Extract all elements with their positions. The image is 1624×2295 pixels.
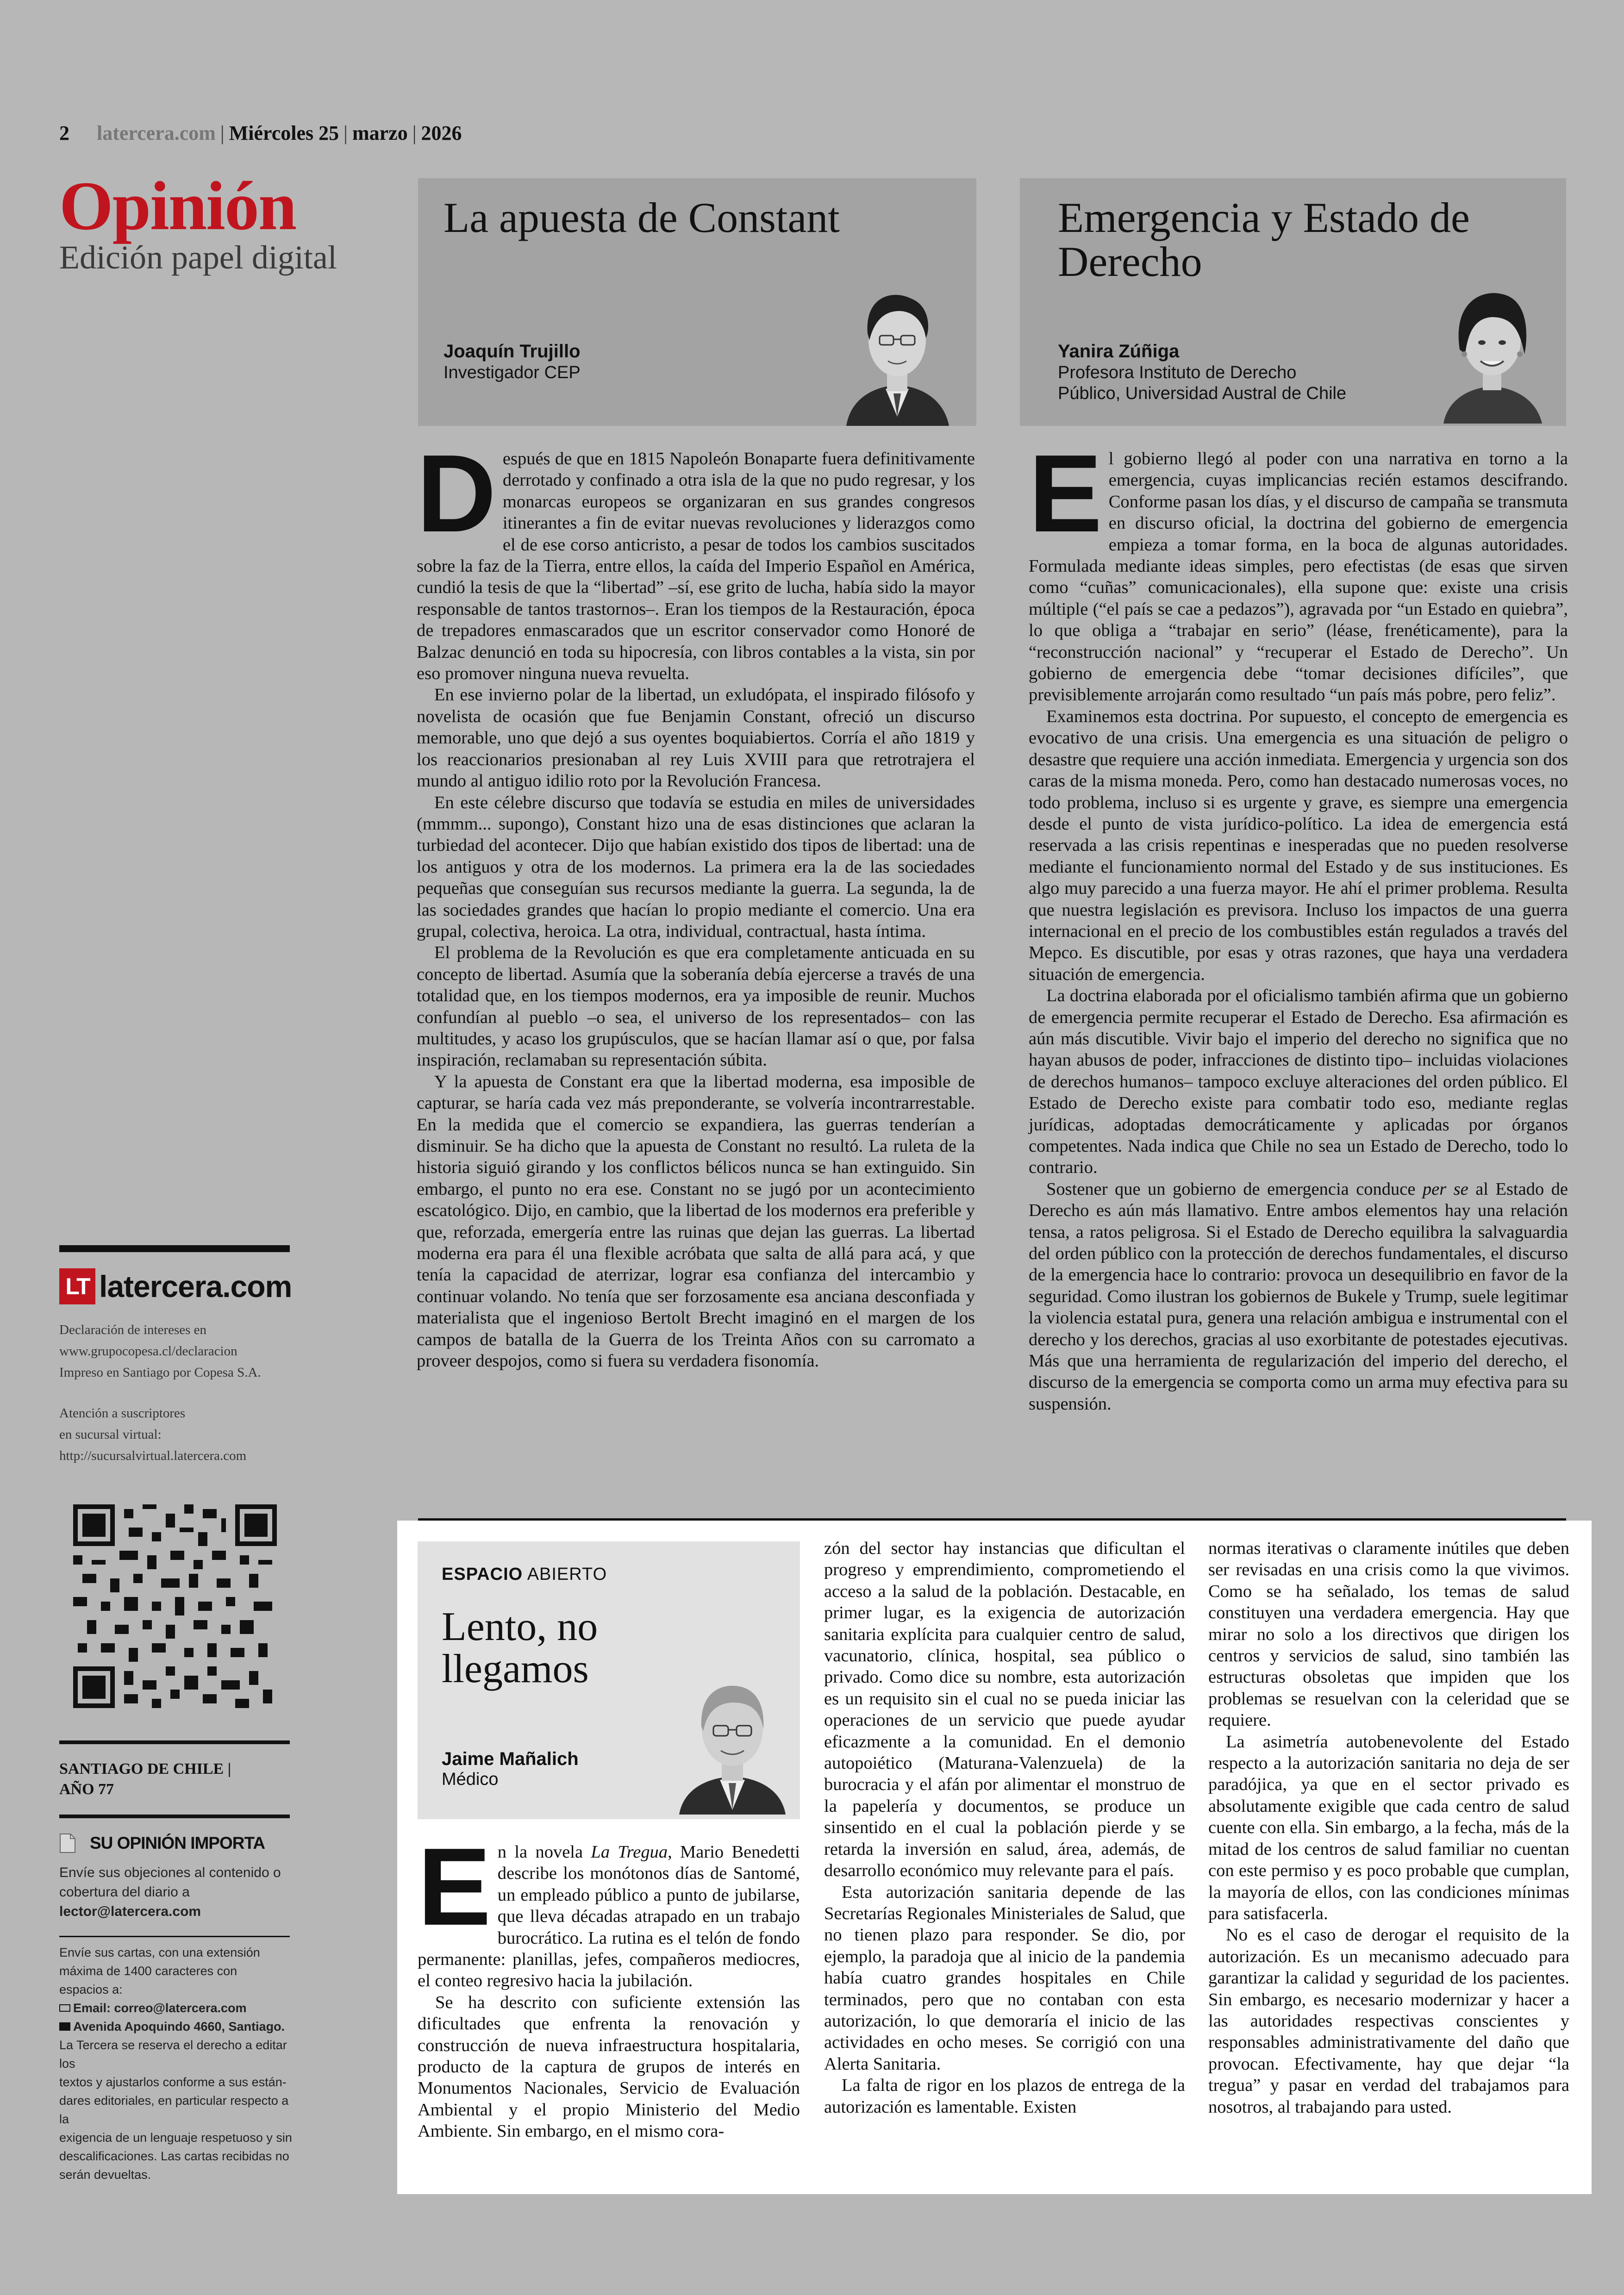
sidebar-rule-3 bbox=[59, 1815, 290, 1818]
article2-dropcap: E bbox=[1029, 432, 1102, 555]
article3-paragraph-3: Esta autorización sanitaria depende de las Secretarías Regionales Ministeriales de Salud, que no tienen plazo para responder. Se dio, por ejemplo, la paradoja que al inicio de la pandemia había cuatro grandes hospitales en Chile terminados, pero que no contaban con esta autorización, lo que demoraría el inicio de las actividades en ocho meses. Se corrigió con una Alerta Sanitaria. bbox=[824, 1882, 1185, 2074]
sidebar-brand[interactable] bbox=[59, 1268, 292, 1304]
cartas-text: Envíe sus cartas, con una extensión máxima de 1400 caracteres con espacios a: Email: correo@latercera.com Avenida Apoquindo 4660, Santiago. La Tercera se reserva el derecho a editar los textos y ajustarlos conforme a sus están- dares editoriales, en particular respecto a la exigencia de un lenguaje respetuoso y sin descalificaciones. Las cartas recibidas no serán devueltas. bbox=[59, 1946, 292, 2182]
article3-dropcap: E bbox=[418, 1826, 491, 1948]
article2-body bbox=[1029, 432, 1568, 1415]
sidebar-rule-2 bbox=[59, 1740, 290, 1744]
article2-header bbox=[1020, 178, 1566, 426]
article2-paragraph-3: La doctrina elaborada por el oficialismo también afirma que un gobierno de emergencia permite recuperar el Estado de Derecho. Esa afirmación es aún más discutible. Vivir bajo el imperio del derecho no significa que no hayan abusos de poder, infracciones de distinto tipo– incluidas violaciones de derechos humanos– tampoco excluye alteraciones del orden público. El Estado de Derecho existe para combatir todo eso, mediante reglas jurídicas, adoptadas democráticamente y aplicadas por órganos competentes. Nada indica que Chile no sea un Estado de Derecho, todo lo contrario. bbox=[1029, 986, 1568, 1178]
author-portrait-trujillo bbox=[842, 278, 953, 426]
article2-paragraph-2: Examinemos esta doctrina. Por supuesto, el concepto de emergencia es evocativo de una crisis. Una emergencia es una situación de peligro o desastre que requiere una acción inmediata. Emergencia y urgencia son dos caras de la misma moneda. Pero, como han destacado numerosas voces, no todo problema, incluso si es urgente y grave, es siempre una emergencia desde el punto de vista jurídico-político. La idea de emergencia está reservada a las crisis repentinas e inesperadas que no pueden resolverse mediante el funcionamiento normal del Estado y de sus instituciones. Es algo muy parecido a una fuerza mayor. He ahí el primer problema. Resulta que nuestra legislación es previsora. Incluso los impactos de una guerra internacional en el precio de los combustibles están regulados a través del Mepco. Es discutible, por esas y otras razones, que haya una verdadera situación de emergencia. bbox=[1029, 706, 1568, 984]
header-date-year: 2026 bbox=[421, 122, 462, 144]
article1-role: Investigador CEP bbox=[443, 363, 581, 382]
article2-paragraph-1: l gobierno llegó al poder con una narrativa en torno a la emergencia, cuyas implicancias recién estamos descifrando. Conforme pasan los días, y el discurso de campaña se transmuta en discurso oficial, la doctrina del gobierno de emergencia empieza a tomar forma, en la boca de algunas autoridades. Formulada mediante ideas simples, pero efectistas (de esas que sirven como “cuñas” comunicacionales), ella supone que: existe una crisis múltiple (“el país se cae a pedazos”), agravada por “un Estado en quiebra”, lo que obliga a “trabajar en serio” (léase, frenéticamente), para la “reconstrucción nacional” y “recuperar el Estado de Derecho”. Un gobierno de emergencia debe “tomar decisiones difíciles”, que previsiblemente arrojarán como resultado “un país más pobre, pero feliz”. bbox=[1029, 449, 1568, 705]
article3-paragraph-2b: zón del sector hay instancias que dificultan el progreso y emprendimiento, comprometiendo el acceso a la salud de la población. Destacable, en primer lugar, es la exigencia de autorización sanitaria explícita para cualquier centro de salud, vacunatorio, clínica, hospital, sea público o privado. Como dice su nombre, esta autorización es un requisito sin el cual no se pueda iniciar las operaciones de un servicio que puede ayudar eficazmente a la comunidad. En el demonio autopoiético (Maturana-Valenzuela) de la burocracia y el afán por alimentar el monstruo de la papelería y documentos, se produce un sinsentido en el cual la población pierde y se retarda la inversión en salud, área, además, de desarrollo económico muy relevante para el país. bbox=[824, 1539, 1185, 1881]
article3-column-3 bbox=[1208, 1538, 1569, 2118]
article1-dropcap: D bbox=[417, 432, 496, 555]
article3-paragraph-4a: La falta de rigor en los plazos de entrega de la autorización es lamentable. Existen bbox=[824, 2076, 1185, 2117]
author-portrait-zuniga bbox=[1437, 280, 1548, 424]
article3-header bbox=[418, 1541, 800, 1819]
article1-paragraph-1: espués de que en 1815 Napoleón Bonaparte fuera definitivamente derrotado y confinado a otra isla de la que no pudo regresar, y los monarcas europeos se organizaran en sus grandes congresos itinerantes a fin de evitar nuevas revoluciones y liderazgos como el de ese corso anticristo, a pesar de todos los cambios suscitados sobre la faz de la Tierra, entre ellos, la caída del Imperio Español en América, cundió la tesis de que la “libertad” –sí, ese grito de lucha, había sido la mayor responsable de tantos trastornos–. Eran los tiempos de la Restauración, época de trepadores enmascarados que un escritor conservador como Honoré de Balzac denunció en toda su hipocresía, con libros contables a la vista, sin por eso promover ninguna nueva revuelta. bbox=[417, 449, 975, 684]
address-icon bbox=[59, 2022, 70, 2031]
article3-author: Jaime Mañalich bbox=[442, 1749, 579, 1769]
article1-author: Joaquín Trujillo bbox=[443, 341, 581, 362]
article3-paragraph-2a: Se ha descrito con suficiente extensión las dificultades que enfrenta la renovación y construcción de nueva infraestructura hospitalaria, producto de la captura de grupos de interés en Monumentos Nacionales, Servicio de Evaluación Ambiental y el propio Ministerio del Medio Ambiente. Sin embargo, en el mismo cora- bbox=[418, 1992, 800, 2141]
sidebar-rule-top bbox=[59, 1245, 290, 1252]
declaracion-text: Declaración de intereses en www.grupocopesa.cl/declaracion Impreso en Santiago por Copesa S.A. bbox=[59, 1322, 261, 1380]
article1-title: La apuesta de Constant bbox=[443, 194, 840, 241]
article1-paragraph-5: Y la apuesta de Constant era que la libertad moderna, esa imposible de capturar, se haría cada vez más preponderante, se volvería incontrarrestable. En la medida que el comercio se expandiera, las guerras tenderían a disminuir. Se ha dicho que la apuesta de Constant no resultó. La ruleta de la historia siguió girando y los conflictos bélicos nunca se han extinguido. Sin embargo, el punto no era ese. Constant no se jugó por un acontecimiento escatológico. Dijo, en cambio, que la libertad de los modernos era preferible y que, reforzada, emergería entre las ruinas que dejan las guerras. La libertad moderna era para él una flexible acróbata que salta de allá para acá, y que tenía la capacidad de aterrizar, lograr esa confianza del intercambio y continuar volando. No tenía que ser forzosamente esa anciana desconfiada y materialista que el ingenioso Bertolt Brecht imaginó en el margen de los campos de batalla de la Guerra de los Treinta Años con su carromato a proveer despojos, como si fuera su verdadera fisonomía. bbox=[417, 1072, 975, 1371]
article3-title: Lento, no llegamos bbox=[442, 1604, 598, 1691]
opinion-heading: SU OPINIÓN IMPORTA bbox=[90, 1834, 265, 1852]
header-date-month: marzo bbox=[352, 122, 408, 144]
sidebar-rule-4 bbox=[59, 1936, 290, 1937]
opinion-email-link[interactable]: lector@latercera.com bbox=[59, 1904, 201, 1919]
page-header: 2 latercera.com | Miércoles 25 | marzo | 2026 bbox=[59, 122, 462, 144]
city-label: SANTIAGO DE CHILE | AÑO 77 bbox=[59, 1760, 231, 1798]
article3-column-1: En la novela La Tregua, Mario Benedetti describe los monótonos días de Santomé, un empleado público a punto de jubilarse, que lleva décadas atrapado en un trabajo burocrático. La rutina es el telón de fondo permanente: planillas, jefes, compañeros mediocres, el conteo regresivo hacia la jubilación. Se ha descrito con suficiente extensión las dificultades que enfrenta la renovación y construcción de nueva infraestructura hospitalaria, producto de la captura de grupos de interés en Monumentos Nacionales, Servicio de Evaluación Ambiental y el propio Ministerio del Medio Ambiente. Sin embargo, en el mismo cora- bbox=[418, 1841, 800, 2142]
article1-paragraph-4: El problema de la Revolución es que era completamente anticuada en su concepto de libertad. Asumía que la soberanía debía ejercerse a través de una totalidad que, en los tiempos modernos, era ya imposible de reunir. Muchos confundían al pueblo –o sea, el universo de los representados– con las multitudes, y acaso los grupúsculos, que se hacían llamar así o que, por falsa inspiración, reclamaban su representación súbita. bbox=[417, 943, 975, 1070]
article3-kicker: ESPACIO ABIERTO bbox=[442, 1565, 607, 1584]
opinion-text: Envíe sus objeciones al contenido o cobertura del diario a lector@latercera.com bbox=[59, 1863, 281, 1921]
lt-logo-icon: LT bbox=[59, 1268, 95, 1304]
article3-paragraph-5: La asimetría autobenevolente del Estado respecto a la autorización sanitaria no deja de ser paradójica, ya que en el sector privado es absolutamente exigible que cada centro de salud cuente con ella. Sin embargo, a la fecha, más de la mitad de los centros de salud familiar no cuentan con este permiso y es poco probable que cumplan, la mayoría de ellos, con las condiciones mínimas para satisfacerla. bbox=[1208, 1732, 1569, 1923]
article1-paragraph-2: En ese invierno polar de la libertad, un exludópata, el inspirado filósofo y novelista de ocasión que fue Benjamin Constant, ofreció un discurso memorable, uno que dejó a sus oyentes boquiabiertos. Corría el año 1819 y los reaccionarios presionaban al rey Luis XVIII para que retrotrajera el mundo al antiguo idilio roto por la Revolución Francesa. bbox=[417, 685, 975, 791]
header-date-day: Miércoles 25 bbox=[229, 122, 339, 144]
section-title: Opinión bbox=[59, 168, 296, 244]
article2-title: Emergencia y Estado de Derecho bbox=[1058, 194, 1470, 285]
address-text: Avenida Apoquindo 4660, Santiago. bbox=[73, 2020, 285, 2033]
article1-body bbox=[417, 432, 975, 1372]
email-link[interactable]: Email: correo@latercera.com bbox=[73, 2001, 247, 2015]
mail-icon bbox=[59, 2004, 70, 2012]
opinion-heading-row bbox=[59, 1833, 265, 1853]
brand-name: latercera.com bbox=[99, 1269, 292, 1303]
article1-paragraph-3: En este célebre discurso que todavía se estudia en miles de universidades (mmmm... supongo), Constant hizo una de esas distinciones que aclaran la turbiedad del acontecer. Dijo que habían existido dos tipos de libertad: una de los antiguos y otra de los modernos. La primera era la de las sociedades pequeñas que conseguían sus recursos mediante la guerra. La segunda, la de las sociedades grandes que hacían lo propio mediante el comercio. Una era grupal, colectiva, heroica. La otra, individual, contractual, hasta íntima. bbox=[417, 792, 975, 941]
article3-paragraph-6: No es el caso de derogar el requisito de la autorización. Es un mecanismo adecuado para garantizar la calidad y seguridad de los pacientes. Sin embargo, es necesario modernizar y hacer a las autoridades respectivas conscientes y responsables administrativamente del daño que provocan. Efectivamente, hay que dejar “la tregua” y pasar en verdad del trabajamos para nosotros, al trabajando para usted. bbox=[1208, 1925, 1569, 2117]
document-icon bbox=[59, 1833, 76, 1853]
section-subtitle: Edición papel digital bbox=[59, 239, 337, 276]
article3-column-2 bbox=[824, 1538, 1185, 2118]
article3-role: Médico bbox=[442, 1770, 499, 1789]
article2-paragraph-4: Sostener que un gobierno de emergencia conduce per se al Estado de Derecho es aún más llamativo. Entre ambos elementos hay una relación tensa, a ratos peligrosa. Si el Estado de Derecho equilibra la salvaguardia del orden público con la protección de derechos fundamentales, el discurso de la emergencia hace lo contrario: provoca un desequilibrio en favor de la seguridad. Como ilustran los gobiernos de Bukele y Trump, suele legitimar la violencia estatal pura, genera una relación ambigua e instrumental con el derecho y los derechos, gracias al uso exorbitante de potestades ejecutivas. Más que una herramienta de regularización del imperio del derecho, el discurso de la emergencia se comporta como un arma muy efectiva para su suspensión. bbox=[1029, 1179, 1568, 1414]
article3-paragraph-4b: normas iterativas o claramente inútiles que deben ser revisadas en una crisis como la que vivimos. Como se ha señalado, los temas de salud constituyen una verdadera emergencia. Hay que mirar no solo a los directivos que dirigen los centros y servicios de salud, sino también las estructuras obsoletas que impiden que los problemas se resuelvan con la celeridad que se requiere. bbox=[1208, 1539, 1569, 1730]
author-portrait-manalich bbox=[675, 1666, 790, 1815]
header-site[interactable]: latercera.com bbox=[97, 122, 216, 144]
page-number: 2 bbox=[59, 122, 69, 144]
article2-role: Profesora Instituto de Derecho Público, Universidad Austral de Chile bbox=[1058, 363, 1347, 403]
article1-header bbox=[418, 178, 976, 426]
article2-author: Yanira Zúñiga bbox=[1058, 341, 1180, 362]
qr-code-icon[interactable] bbox=[73, 1504, 277, 1708]
atencion-text: Atención a suscriptores en sucursal virtual: http://sucursalvirtual.latercera.com bbox=[59, 1406, 247, 1463]
